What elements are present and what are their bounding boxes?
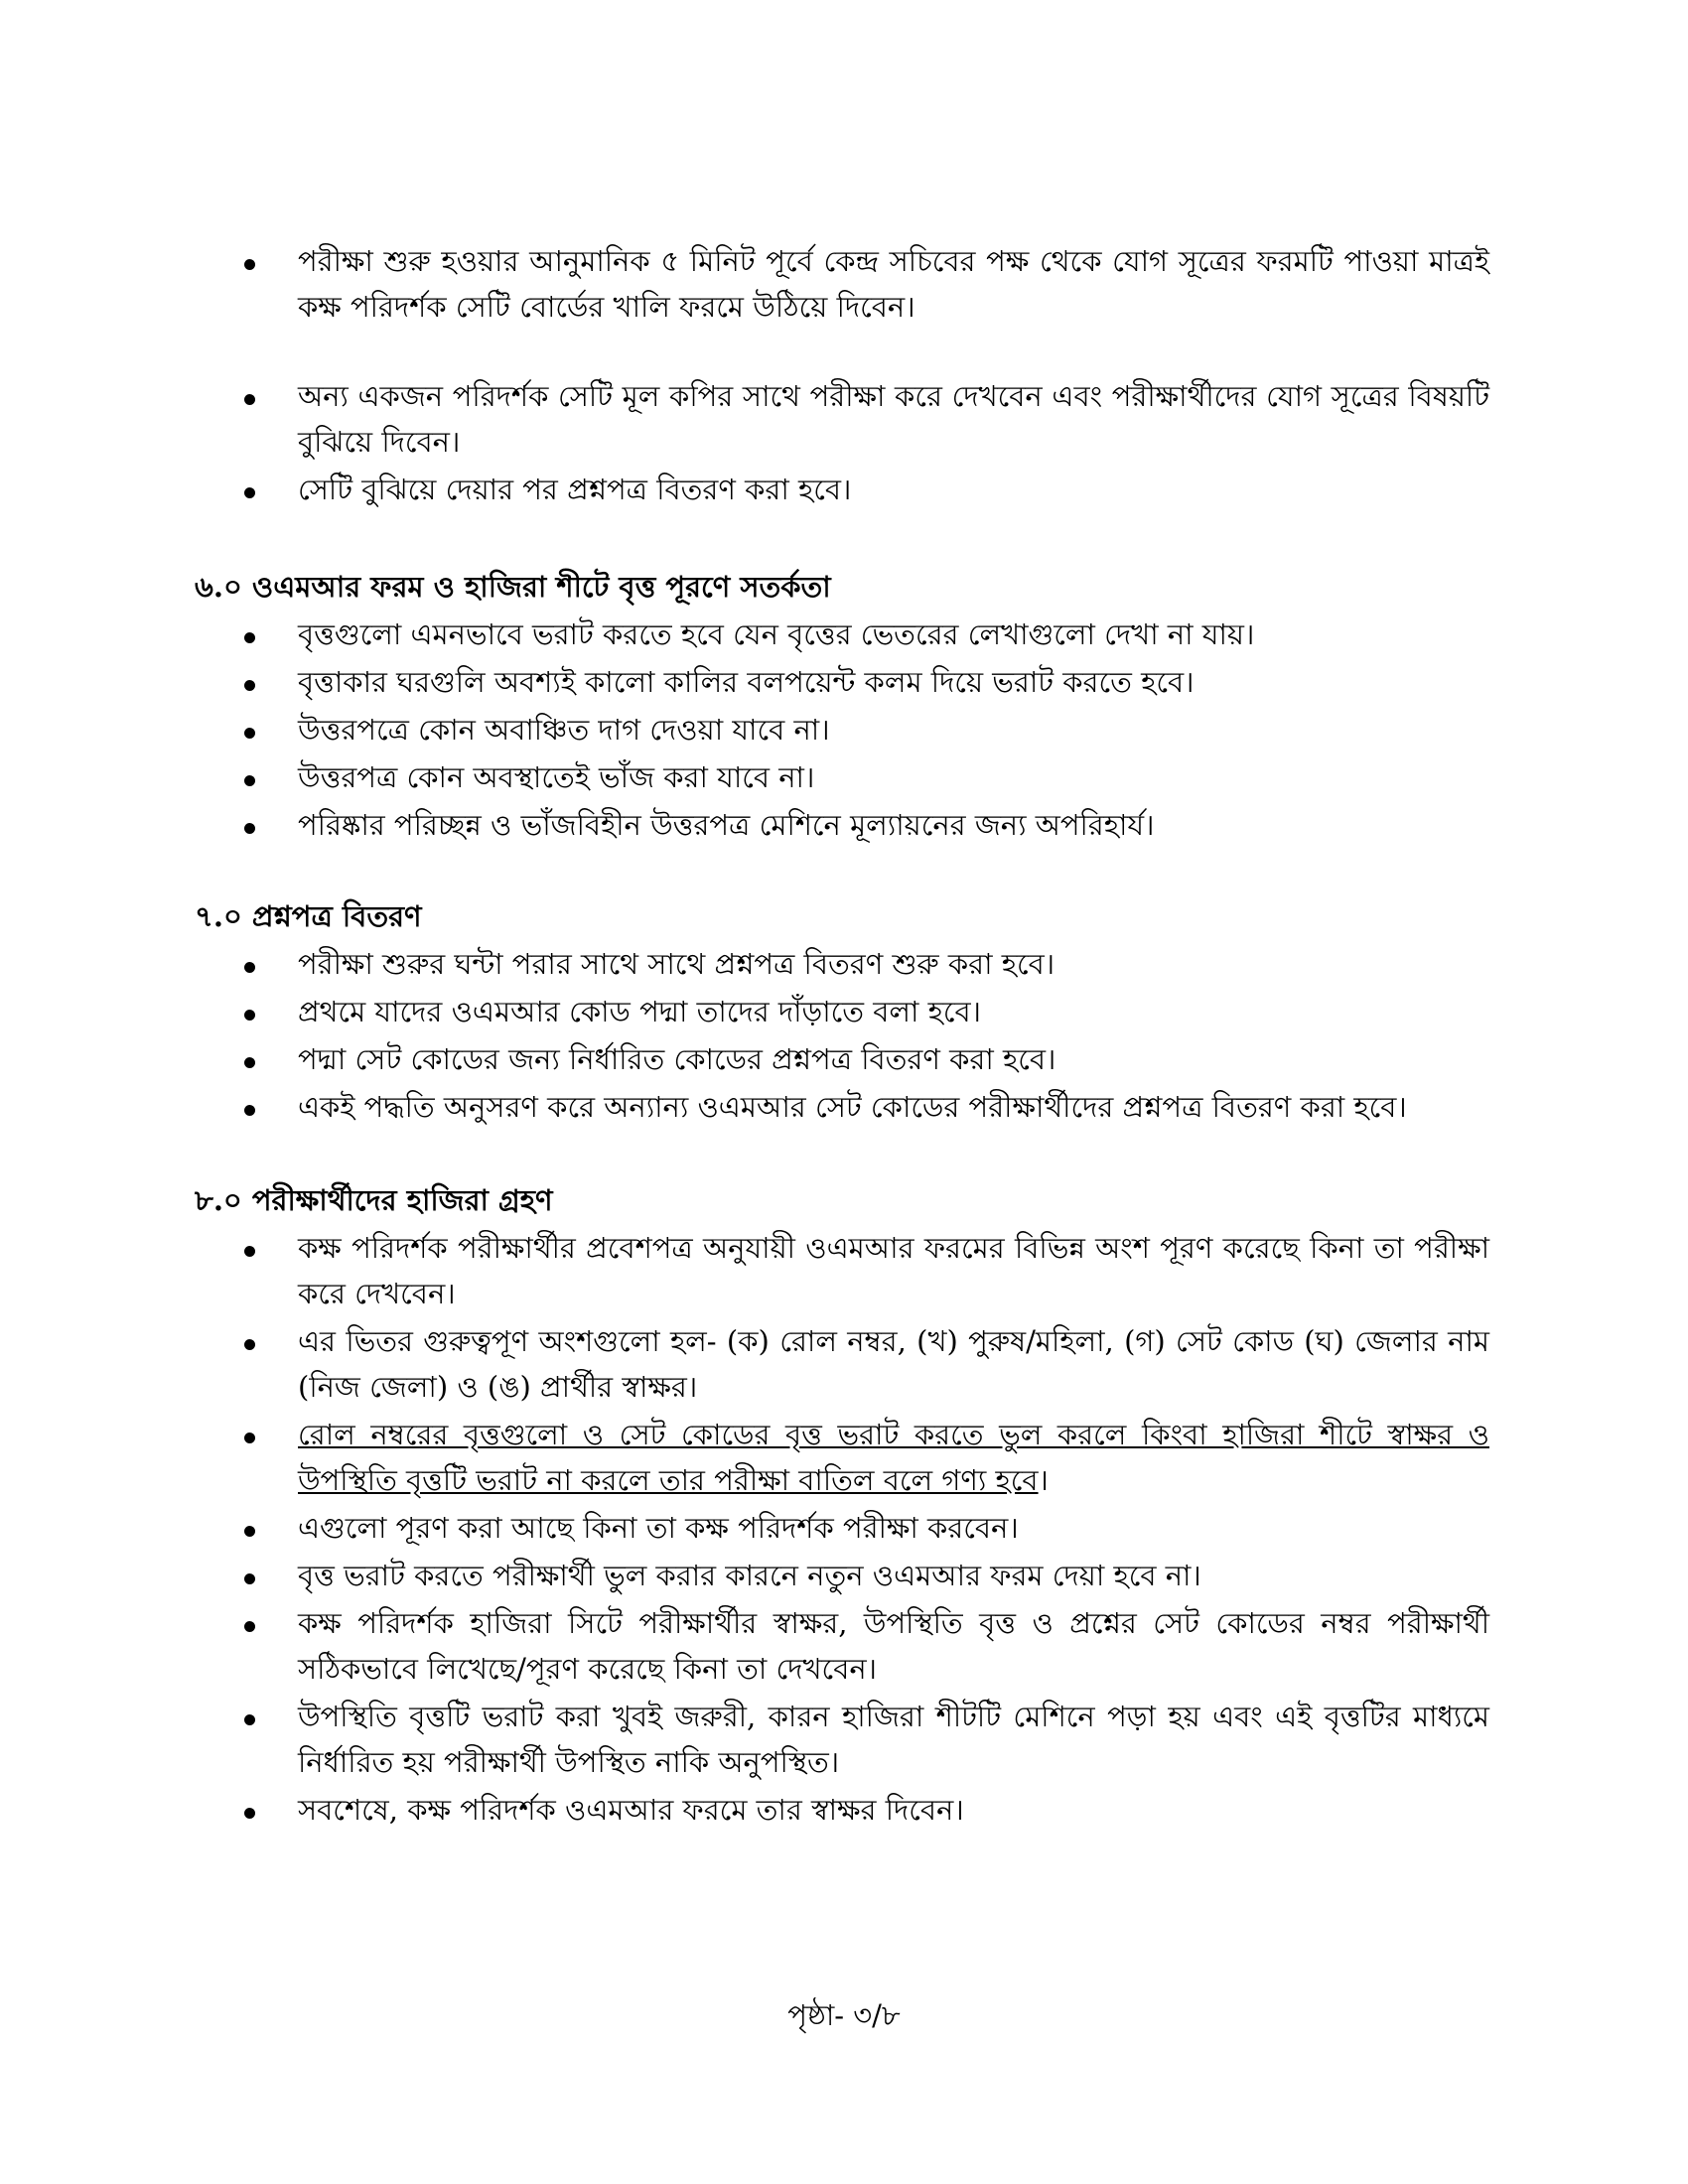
bullet-icon bbox=[244, 1010, 255, 1021]
list-item-text: বৃত্তাকার ঘরগুলি অবশ্যই কালো কালির বলপয়েন্ট কলম দিয়ে ভরাট করতে হবে। bbox=[298, 665, 1195, 699]
list-item-text: কক্ষ পরিদর্শক হাজিরা সিটে পরীক্ষার্থীর স্বাক্ষর, উপস্থিতি বৃত্ত ও প্রশ্নের সেট কোডের নম্বর পরীক্ষার্থী সঠিকভাবে লিখেছে/পূরণ করেছে কিনা তা দেখবেন। bbox=[298, 1606, 1489, 1686]
list-item-text: পরীক্ষা শুরু হওয়ার আনুমানিক ৫ মিনিট পূর্বে কেন্দ্র সচিবের পক্ষ থেকে যোগ সূত্রের ফরমটি পাওয়া মাত্রই কক্ষ পরিদর্শক সেটি বোর্ডের খালি ফরমে উঠিয়ে দিবেন। bbox=[298, 244, 1489, 324]
list-item-text: পরিষ্কার পরিচ্ছন্ন ও ভাঁজবিহীন উত্তরপত্র মেশিনে মূল্যায়নের জন্য অপরিহার্য। bbox=[298, 808, 1155, 842]
list-item bbox=[0, 1600, 1688, 1692]
list-item-text: অন্য একজন পরিদর্শক সেটি মূল কপির সাথে পরীক্ষা করে দেখবেন এবং পরীক্ষার্থীদের যোগ সূত্রের বিষয়টি বুঝিয়ে দিবেন। bbox=[298, 379, 1489, 459]
bullet-icon bbox=[244, 823, 255, 834]
section-8-bullet-list bbox=[0, 1225, 1688, 1833]
bullet-icon bbox=[244, 1246, 255, 1257]
list-item-text: সবশেষে, কক্ষ পরিদর্শক ওএমআর ফরমে তার স্বাক্ষর দিবেন। bbox=[298, 1793, 964, 1827]
list-item bbox=[0, 1036, 1688, 1082]
list-item-text: এগুলো পূরণ করা আছে কিনা তা কক্ষ পরিদর্শক পরীক্ষা করবেন। bbox=[298, 1511, 1019, 1545]
list-item bbox=[0, 1412, 1688, 1503]
bullet-icon bbox=[244, 1057, 255, 1068]
bullet-icon bbox=[244, 775, 255, 786]
bullet-icon bbox=[244, 394, 255, 405]
list-item-text: কক্ষ পরিদর্শক পরীক্ষার্থীর প্রবেশপত্র অনুযায়ী ওএমআর ফরমের বিভিন্ন অংশ পূরণ করেছে কিনা তা পরীক্ষা করে দেখবেন। bbox=[298, 1231, 1489, 1310]
list-item-text: বৃত্ত ভরাট করতে পরীক্ষার্থী ভুল করার কারনে নতুন ওএমআর ফরম দেয়া হবে না। bbox=[298, 1559, 1201, 1592]
bullet-icon bbox=[244, 1621, 255, 1632]
bullet-icon bbox=[244, 1714, 255, 1725]
intro-section bbox=[0, 238, 1688, 514]
list-item-text: উত্তরপত্রে কোন অবাঞ্চিত দাগ দেওয়া যাবে না। bbox=[298, 713, 830, 747]
list-item-text: এর ভিতর গুরুত্বপূণ অংশগুলো হল- (ক) রোল নম্বর, (খ) পুরুষ/মহিলা, (গ) সেট কোড (ঘ) জেলার নাম (নিজ জেলা) ও (ঙ) প্রার্থীর স্বাক্ষর। bbox=[298, 1324, 1489, 1404]
bullet-icon bbox=[244, 962, 255, 973]
bullet-icon bbox=[244, 1433, 255, 1443]
bullet-icon bbox=[244, 680, 255, 691]
list-item bbox=[0, 1694, 1688, 1785]
bullet-icon bbox=[244, 1526, 255, 1537]
section-8-heading: ৮.০ পরীক্ষার্থীদের হাজিরা গ্রহণ bbox=[195, 1183, 553, 1217]
page-number: পৃষ্ঠা- ৩/৮ bbox=[787, 1998, 901, 2032]
section-6-heading: ৬.০ ওএমআর ফরম ও হাজিরা শীটে বৃত্ত পূরণে সতর্কতা bbox=[195, 570, 831, 604]
list-item bbox=[0, 941, 1688, 987]
bullet-icon bbox=[244, 632, 255, 643]
bullet-icon bbox=[244, 1105, 255, 1116]
list-item-text: পদ্মা সেট কোডের জন্য নির্ধারিত কোডের প্রশ্নপত্র বিতরণ করা হবে। bbox=[298, 1042, 1056, 1076]
bullet-icon bbox=[244, 728, 255, 739]
bullet-icon bbox=[244, 1573, 255, 1584]
list-item bbox=[0, 707, 1688, 752]
list-item bbox=[0, 238, 1688, 330]
intro-bullet-list bbox=[0, 238, 1688, 512]
bullet-icon bbox=[244, 487, 255, 498]
list-item-text: সেটি বুঝিয়ে দেয়ার পর প্রশ্নপত্র বিতরণ করা হবে। bbox=[298, 473, 852, 506]
section-7-bullet-list bbox=[0, 941, 1688, 1130]
list-item bbox=[0, 989, 1688, 1034]
bullet-icon bbox=[244, 259, 255, 270]
section-7-body bbox=[0, 941, 1688, 1132]
list-item bbox=[0, 1318, 1688, 1410]
section-8-body bbox=[0, 1225, 1688, 1835]
section-7-heading: ৭.০ প্রশ্নপত্র বিতরণ bbox=[195, 899, 422, 933]
list-item bbox=[0, 1084, 1688, 1130]
list-item bbox=[0, 1787, 1688, 1833]
sentence-end: । bbox=[1038, 1463, 1049, 1497]
list-item bbox=[0, 802, 1688, 848]
list-item bbox=[0, 1505, 1688, 1551]
bullet-icon bbox=[244, 1339, 255, 1350]
list-item bbox=[0, 659, 1688, 705]
list-item bbox=[0, 612, 1688, 657]
list-item-text: একই পদ্ধতি অনুসরণ করে অন্যান্য ওএমআর সেট কোডের পরীক্ষার্থীদের প্রশ্নপত্র বিতরণ করা হবে। bbox=[298, 1090, 1407, 1124]
bullet-icon bbox=[244, 1808, 255, 1819]
list-item bbox=[0, 373, 1688, 465]
list-item bbox=[0, 754, 1688, 800]
list-item-text: বৃত্তগুলো এমনভাবে ভরাট করতে হবে যেন বৃত্তের ভেতরের লেখাগুলো দেখা না যায়। bbox=[298, 617, 1255, 651]
list-item-text: উপস্থিতি বৃত্তটি ভরাট করা খুবই জরুরী, কারন হাজিরা শীটটি মেশিনে পড়া হয় এবং এই বৃত্তটির মাধ্যমে নির্ধারিত হয় পরীক্ষার্থী উপস্থিত নাকি অনুপস্থিত। bbox=[298, 1700, 1489, 1779]
section-6-bullet-list bbox=[0, 612, 1688, 848]
list-item bbox=[0, 1553, 1688, 1598]
list-item bbox=[0, 467, 1688, 512]
underlined-warning-text: রোল নম্বরের বৃত্তগুলো ও সেট কোডের বৃত্ত ভরাট করতে ভুল করলে কিংবা হাজিরা শীটে স্বাক্ষর ও উপস্থিতি বৃত্তটি ভরাট না করলে তার পরীক্ষা বাতিল বলে গণ্য হবে bbox=[298, 1418, 1489, 1497]
list-item-text: উত্তরপত্র কোন অবস্থাতেই ভাঁজ করা যাবে না। bbox=[298, 760, 815, 794]
list-item bbox=[0, 1225, 1688, 1316]
list-item-text: প্রথমে যাদের ওএমআর কোড পদ্মা তাদের দাঁড়াতে বলা হবে। bbox=[298, 995, 982, 1028]
list-item-text: পরীক্ষা শুরুর ঘন্টা পরার সাথে সাথে প্রশ্নপত্র বিতরণ শুরু করা হবে। bbox=[298, 947, 1055, 981]
section-6-body bbox=[0, 612, 1688, 850]
